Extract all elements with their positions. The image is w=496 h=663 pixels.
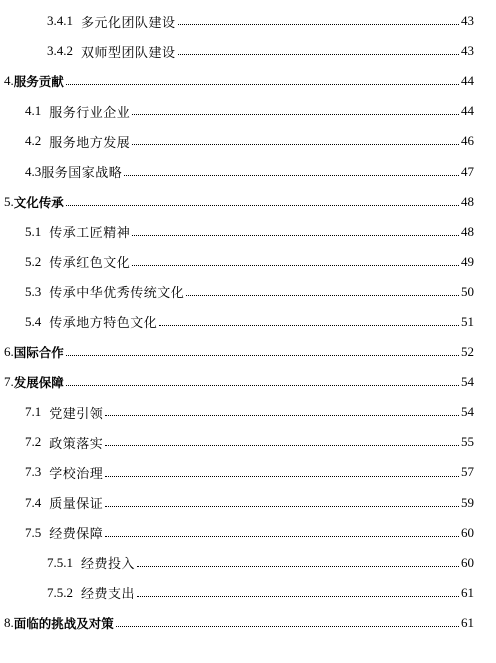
dot-leader <box>66 83 459 85</box>
toc-entry-page: 54 <box>461 374 474 390</box>
toc-entry-page: 44 <box>461 73 474 89</box>
toc-entry-page: 60 <box>461 554 474 570</box>
dot-leader <box>186 294 459 296</box>
toc-entry-page: 43 <box>461 43 474 59</box>
toc-entry-title: 党建引领 <box>49 405 104 421</box>
dot-leader <box>159 324 459 326</box>
toc-entry-title: 服务地方发展 <box>49 134 131 150</box>
toc-entry-page: 48 <box>461 223 474 239</box>
toc-entry[interactable] <box>0 578 496 608</box>
toc-entry-page: 52 <box>461 344 474 360</box>
toc-entry-number: 4.2 <box>25 133 42 149</box>
toc-entry-number: 4.1 <box>25 103 42 119</box>
toc-entry[interactable] <box>0 187 496 217</box>
toc-entry-page: 59 <box>461 494 474 510</box>
toc-entry-page: 54 <box>461 404 474 420</box>
toc-entry-title: 经费投入 <box>81 556 136 572</box>
toc-entry[interactable] <box>0 307 496 337</box>
toc-entry-page: 49 <box>461 253 474 269</box>
toc-entry[interactable] <box>0 6 496 36</box>
toc-entry-title: 文化传承 <box>13 194 64 210</box>
toc-entry[interactable] <box>0 247 496 277</box>
dot-leader <box>178 23 459 25</box>
toc-entry[interactable] <box>0 608 496 638</box>
toc-entry-page: 43 <box>461 13 474 29</box>
toc-entry-title: 经费保障 <box>49 526 104 542</box>
toc-entry-number: 7. <box>4 374 14 390</box>
toc-entry[interactable] <box>0 277 496 307</box>
toc-entry[interactable] <box>0 96 496 126</box>
toc-entry-number: 7.1 <box>25 404 42 420</box>
toc-entry-number: 6. <box>4 344 14 360</box>
toc-entry[interactable] <box>0 397 496 427</box>
dot-leader <box>178 53 459 55</box>
toc-entry-title: 服务国家战略 <box>41 165 123 181</box>
toc-entry-title: 服务贡献 <box>13 74 64 90</box>
toc-entry-page: 60 <box>461 524 474 540</box>
toc-entry-title: 学校治理 <box>49 465 104 481</box>
dot-leader <box>66 204 459 206</box>
toc-entry[interactable] <box>0 488 496 518</box>
dot-leader <box>66 384 459 386</box>
toc-entry[interactable] <box>0 126 496 156</box>
toc-entry-page: 48 <box>461 193 474 209</box>
toc-entry-number: 7.2 <box>25 434 42 450</box>
dot-leader <box>137 595 459 597</box>
toc-entry-number: 5.3 <box>25 283 42 299</box>
dot-leader <box>132 234 459 236</box>
toc-entry-title: 发展保障 <box>13 375 64 391</box>
toc-entry-page: 50 <box>461 283 474 299</box>
toc-entry-title: 政策落实 <box>49 435 104 451</box>
toc-entry[interactable] <box>0 518 496 548</box>
toc-entry-page: 57 <box>461 464 474 480</box>
toc-entry[interactable] <box>0 457 496 487</box>
toc-entry-number: 5. <box>4 193 14 209</box>
toc-entry-title: 多元化团队建设 <box>81 14 176 30</box>
toc-entry[interactable] <box>0 156 496 186</box>
toc-entry-number: 7.4 <box>25 494 42 510</box>
toc-entry-number: 7.5.2 <box>47 584 73 600</box>
dot-leader <box>137 565 459 567</box>
dot-leader <box>105 414 459 416</box>
toc-entry-title: 双师型团队建设 <box>81 44 176 60</box>
dot-leader <box>124 174 459 176</box>
toc-entry-title: 服务行业企业 <box>49 104 131 120</box>
toc-entry-title: 传承红色文化 <box>49 255 131 271</box>
toc-entry[interactable] <box>0 548 496 578</box>
toc-entry-title: 质量保证 <box>49 496 104 512</box>
dot-leader <box>105 505 459 507</box>
toc-entry-number: 7.5 <box>25 524 42 540</box>
toc-entry[interactable] <box>0 217 496 247</box>
toc-entry-page: 46 <box>461 133 474 149</box>
toc-entry-number: 8. <box>4 614 14 630</box>
toc-entry-page: 44 <box>461 103 474 119</box>
dot-leader <box>132 143 459 145</box>
toc-entry-number: 3.4.2 <box>47 43 73 59</box>
toc-entry[interactable] <box>0 427 496 457</box>
toc-entry-title: 传承工匠精神 <box>49 225 131 241</box>
toc-entry-number: 5.2 <box>25 253 42 269</box>
toc-entry-number: 3.4.1 <box>47 13 73 29</box>
dot-leader <box>116 625 459 627</box>
toc-entry-title: 经费支出 <box>81 586 136 602</box>
toc-entry-title: 传承地方特色文化 <box>49 315 158 331</box>
dot-leader <box>132 264 459 266</box>
toc-entry-number: 4.3 <box>25 163 42 179</box>
toc-entry-page: 61 <box>461 584 474 600</box>
toc-entry-number: 4. <box>4 73 14 89</box>
dot-leader <box>132 113 459 115</box>
toc-entry-page: 61 <box>461 614 474 630</box>
dot-leader <box>66 354 459 356</box>
toc-entry[interactable] <box>0 367 496 397</box>
toc-entry[interactable] <box>0 36 496 66</box>
toc-entry-number: 5.1 <box>25 223 42 239</box>
toc-entry-number: 5.4 <box>25 313 42 329</box>
dot-leader <box>105 535 459 537</box>
toc-entry[interactable] <box>0 66 496 96</box>
dot-leader <box>105 444 459 446</box>
toc-entry-title: 传承中华优秀传统文化 <box>49 285 185 301</box>
toc-entry[interactable] <box>0 337 496 367</box>
dot-leader <box>105 475 459 477</box>
table-of-contents <box>0 6 496 638</box>
toc-entry-page: 51 <box>461 313 474 329</box>
toc-entry-number: 7.5.1 <box>47 554 73 570</box>
toc-entry-title: 面临的挑战及对策 <box>13 615 114 631</box>
toc-entry-page: 47 <box>461 163 474 179</box>
toc-entry-number: 7.3 <box>25 464 42 480</box>
toc-entry-title: 国际合作 <box>13 345 64 361</box>
toc-entry-page: 55 <box>461 434 474 450</box>
